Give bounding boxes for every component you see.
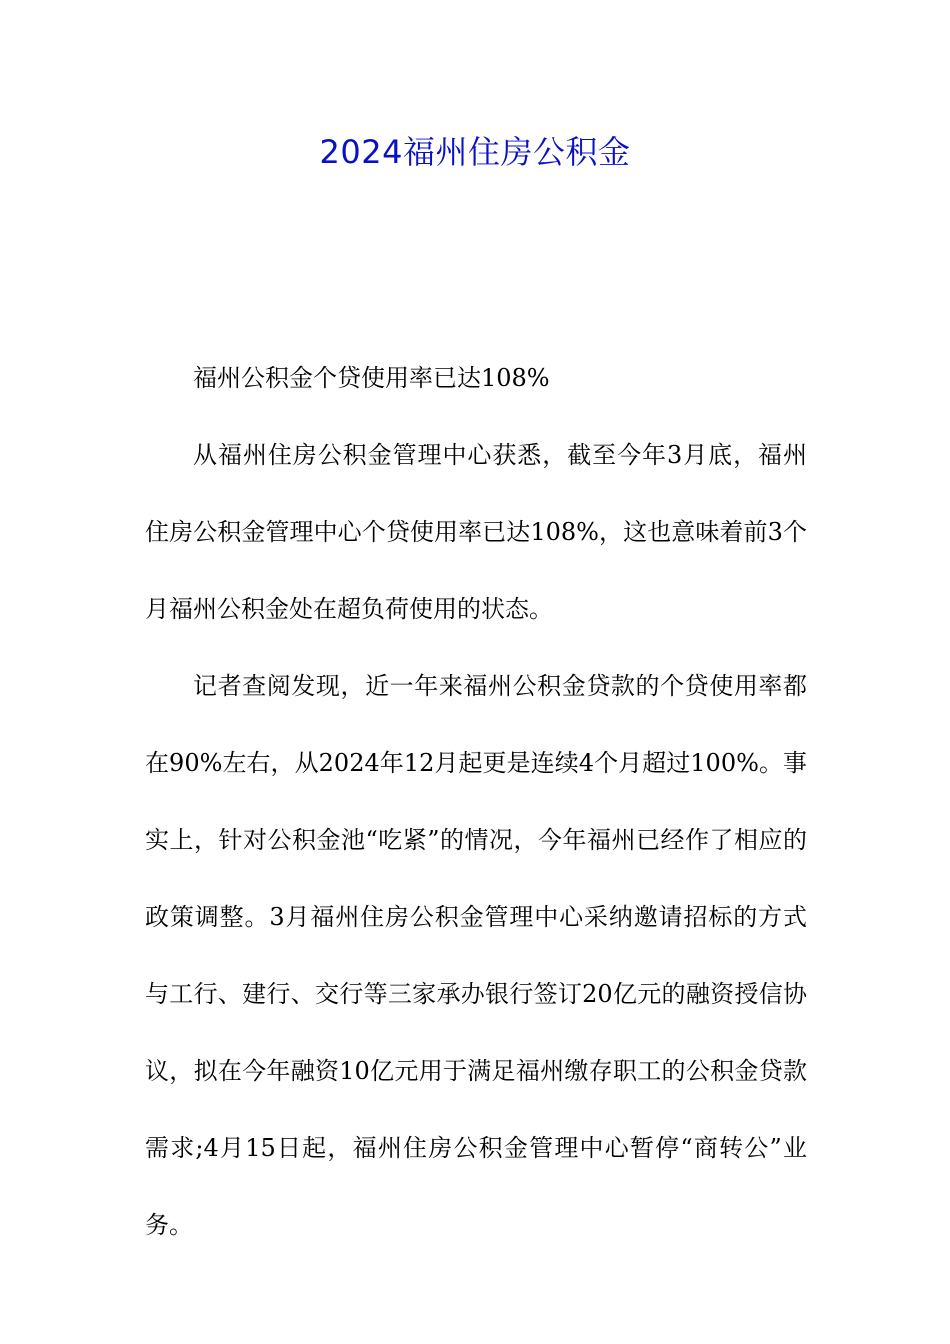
paragraph-heading: 福州公积金个贷使用率已达108% xyxy=(193,364,550,392)
paragraph-2: 记者查阅发现，近一年来福州公积金贷款的个贷使用率都在90%左右，从2024年12月起更是连续4个月超过100%。事实上，针对公积金池“吃紧”的情况，今年福州已经作了相应的政策调整。3月福州住房公积金管理中心采纳邀请招标的方式与工行、建行、交行等三家承办银行签订20亿元的融资授信协议，拟在今年融资10亿元用于满足福州缴存职工的公积金贷款需求;4月15日起，福州住房公积金管理中心暂停“商转公”业务。 xyxy=(145,672,807,1239)
page-title: 2024福州住房公积金 xyxy=(319,133,631,171)
document-body xyxy=(145,340,807,1264)
paragraph-1: 从福州住房公积金管理中心获悉，截至今年3月底，福州住房公积金管理中心个贷使用率已达108%，这也意味着前3个月福州公积金处在超负荷使用的状态。 xyxy=(145,441,807,623)
